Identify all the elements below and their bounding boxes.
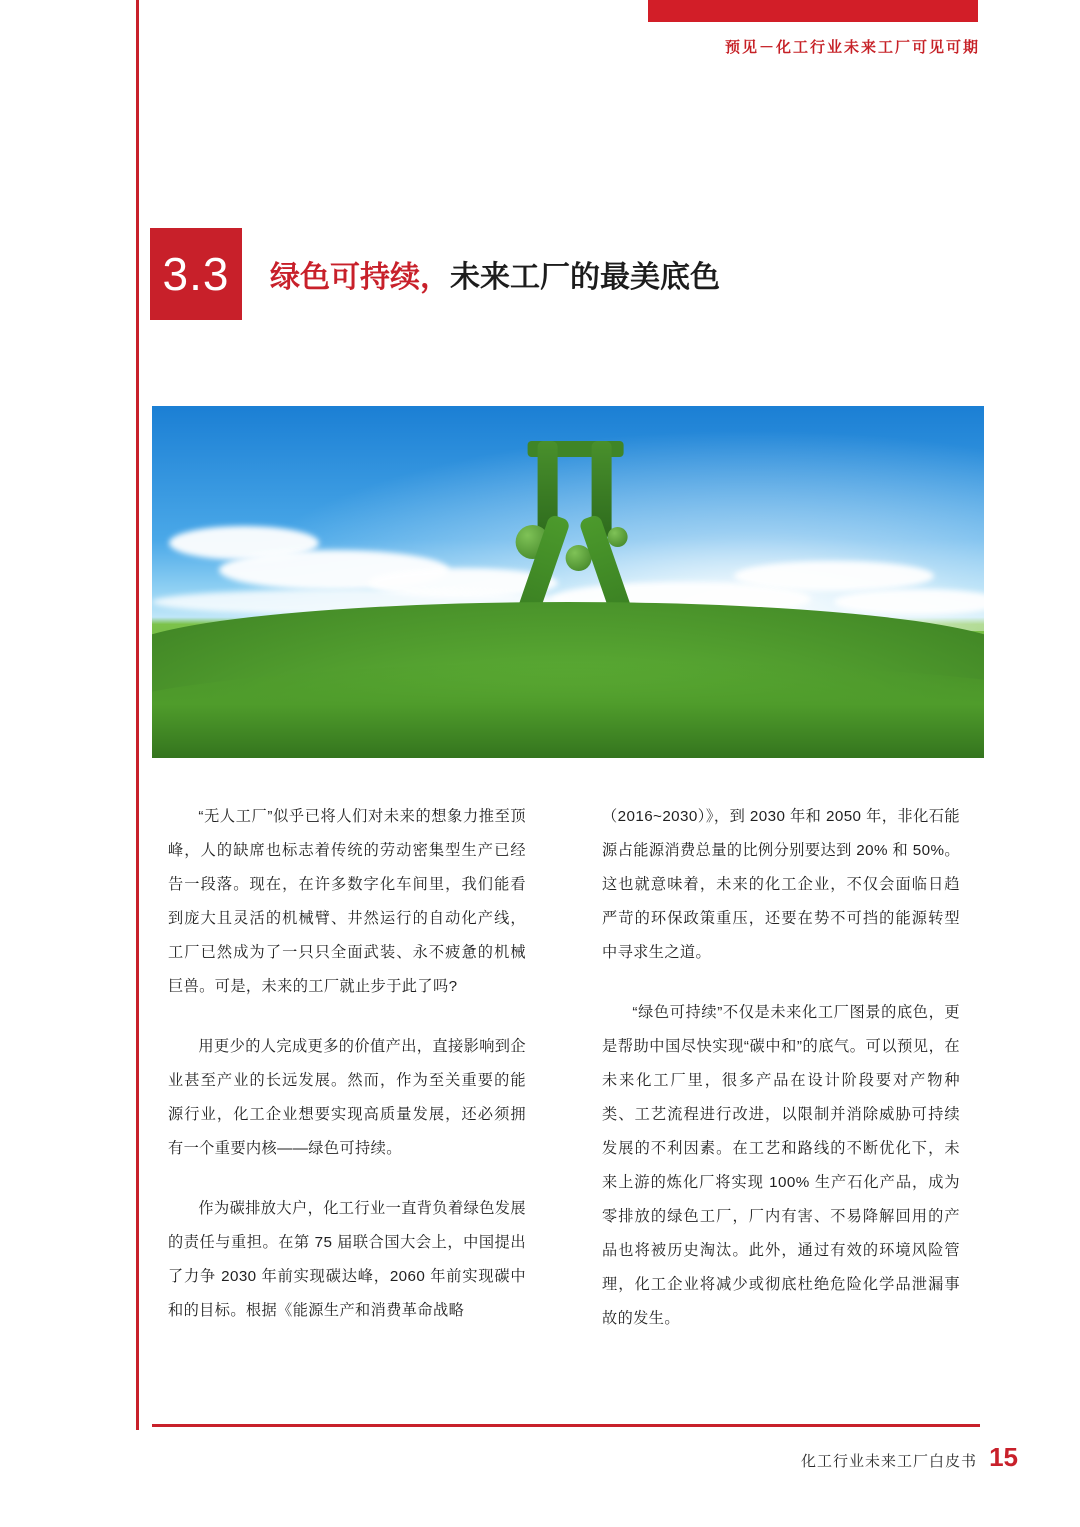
paragraph: “绿色可持续”不仅是未来化工厂图景的底色，更是帮助中国尽快实现“碳中和”的底气。可以预见，在未来化工厂里，很多产品在设计阶段要对产物种类、工艺流程进行改进，以限制并消除威胁可持续发展的不利因素。在工艺和路线的不断优化下，未来上游的炼化厂将实现 100% 生产石化产品，成为零排放的绿色工厂，厂内有害、不易降解回用的产品也将被历史淘汰。此外，通过有效的环境风险管理，化工企业将减少或彻底杜绝危险化学品泄漏事故的发生。 xyxy=(602,1004,960,1327)
green-flask-on-grass-photo xyxy=(152,406,984,758)
body-column-right xyxy=(602,800,960,1362)
running-head-title: 预见－化工行业未来工厂可见可期 xyxy=(724,39,980,56)
section-title-rest: 未来工厂的最美底色 xyxy=(450,261,720,294)
section-title xyxy=(270,252,720,296)
paragraph: （2016~2030）》，到 2030 年和 2050 年，非化石能源占能源消费总量的比例分别要达到 20% 和 50%。这也就意味着，未来的化工企业，不仅会面临日趋严苛的环保政策重压，还要在势不可挡的能源转型中寻求生之道。 xyxy=(602,808,960,961)
footer-document-title: 化工行业未来工厂白皮书 xyxy=(800,1453,977,1470)
section-number-badge: 3.3 xyxy=(150,228,242,320)
left-margin-rule xyxy=(136,0,139,1430)
paragraph: 作为碳排放大户，化工行业一直背负着绿色发展的责任与重担。在第 75 届联合国大会上，中国提出了力争 2030 年前实现碳达峰，2060 年前实现碳中和的目标。根据《能源生产和消费革命战略 xyxy=(168,1200,526,1319)
paragraph: “无人工厂”似乎已将人们对未来的想象力推至顶峰，人的缺席也标志着传统的劳动密集型生产已经告一段落。现在，在许多数字化车间里，我们能看到庞大且灵活的机械臂、井然运行的自动化产线，工厂已然成为了一只只全面武装、永不疲惫的机械巨兽。可是，未来的工厂就止步于此了吗? xyxy=(168,808,526,995)
section-heading xyxy=(150,228,720,320)
bubble-shape xyxy=(608,527,628,547)
footer-rule xyxy=(152,1424,980,1427)
grass-foreground xyxy=(152,662,984,758)
header-accent-bar xyxy=(648,0,978,22)
section-title-highlight: 绿色可持续， xyxy=(270,261,450,294)
page-number: 15 xyxy=(989,1442,1018,1472)
cloud-shape xyxy=(734,561,934,591)
body-column-left xyxy=(168,800,526,1354)
paragraph: 用更少的人完成更多的价值产出，直接影响到企业甚至产业的长远发展。然而，作为至关重要的能源行业，化工企业想要实现高质量发展，还必须拥有一个重要内核——绿色可持续。 xyxy=(168,1038,526,1157)
